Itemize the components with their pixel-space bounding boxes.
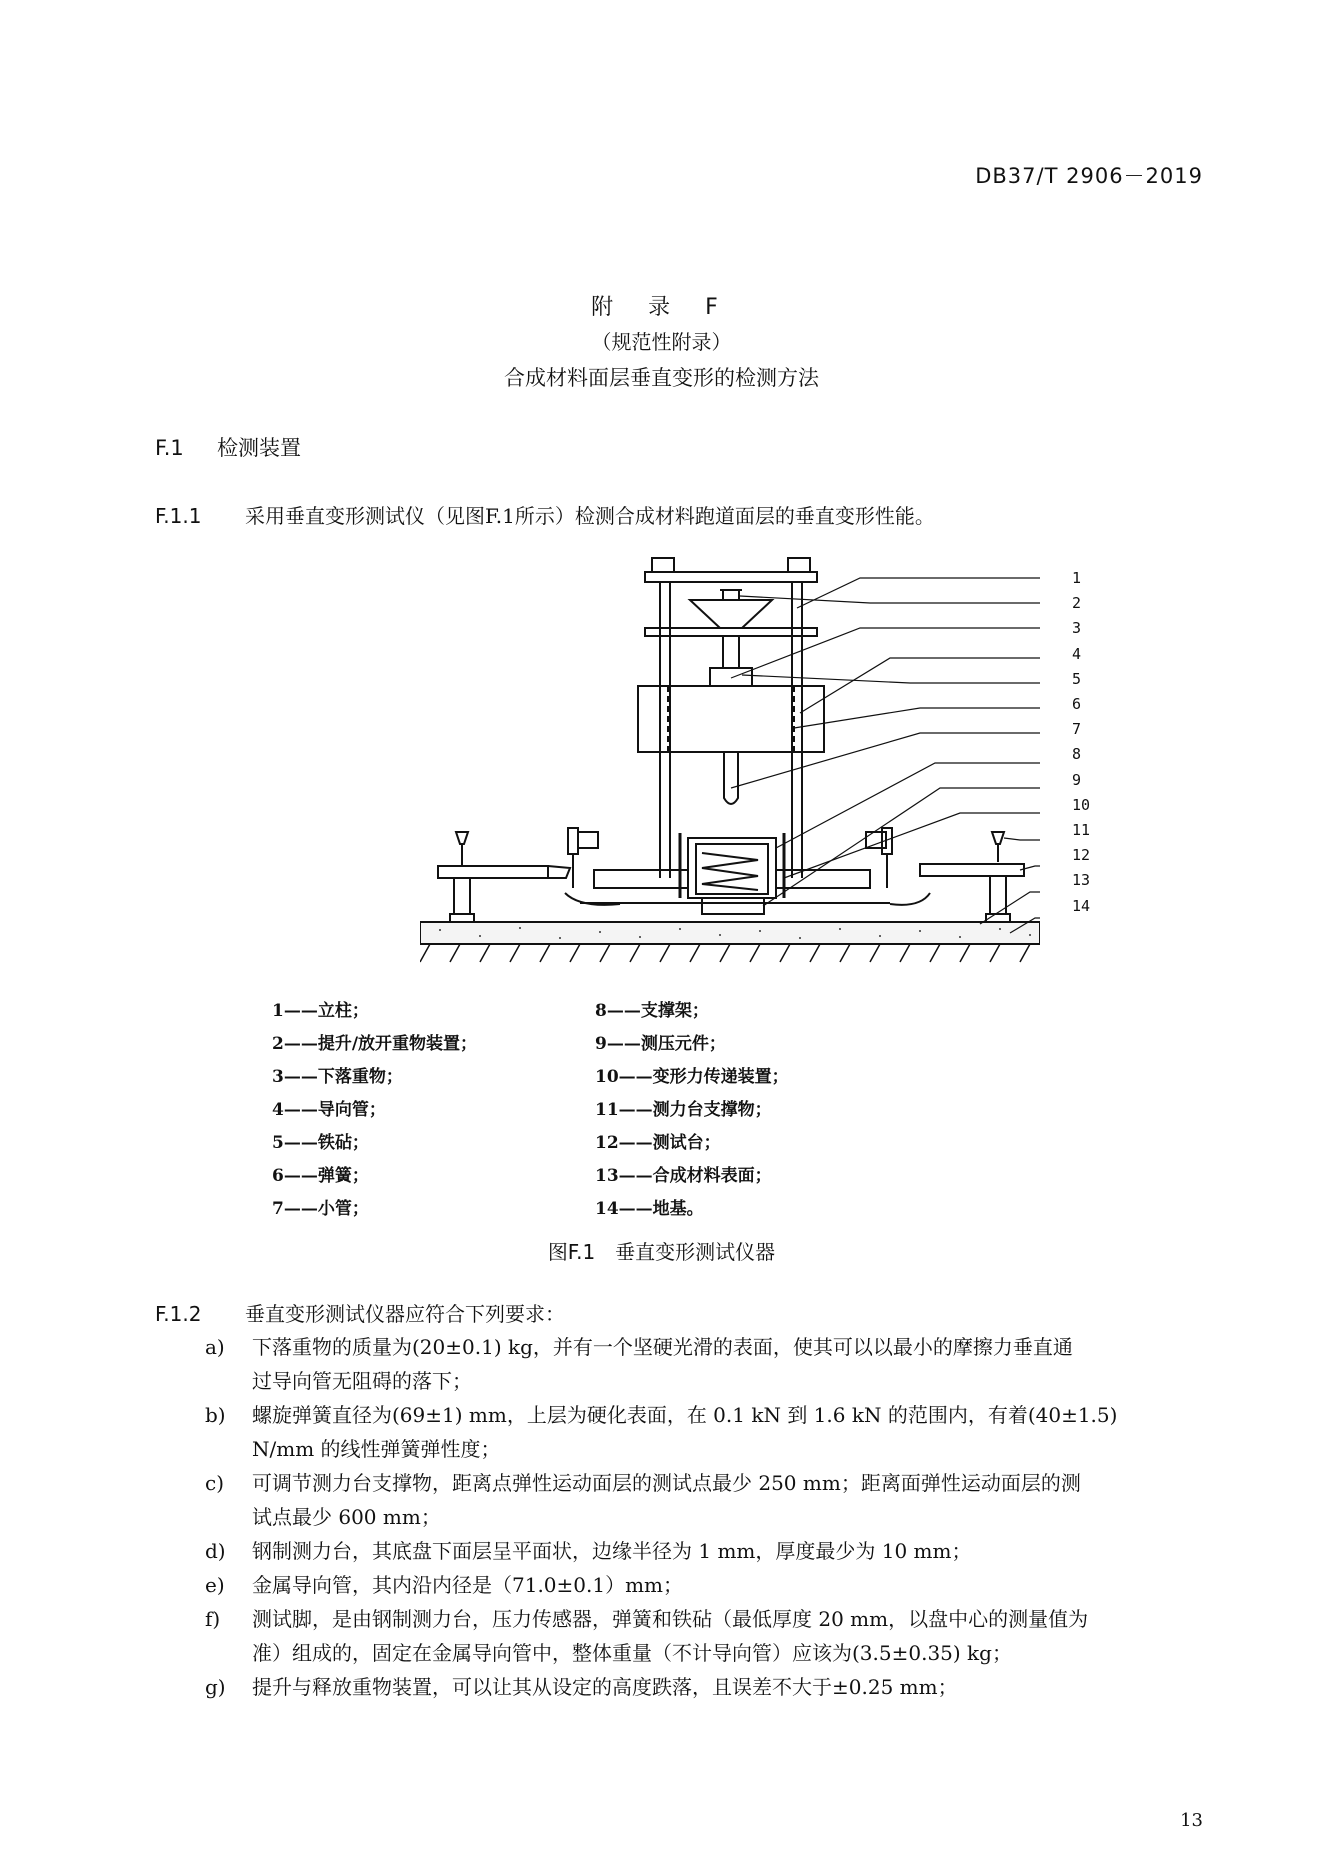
- item-line: 可调节测力台支撑物，距离点弹性运动面层的测试点最少 250 mm；距离面弹性运动面层的测: [252, 1471, 1081, 1495]
- item-line: 准）组成的，固定在金属导向管中，整体重量（不计导向管）应该为(3.5±0.35) kg；: [252, 1641, 1012, 1665]
- top-bolt-right: [788, 558, 810, 572]
- section-number: F.1: [155, 436, 184, 460]
- section-title: 检测装置: [217, 436, 301, 460]
- legend-item: 4——导向管；: [272, 1100, 386, 1120]
- legend-item: 5——铁砧；: [272, 1133, 369, 1153]
- legend-item: 9——测压元件；: [595, 1034, 726, 1054]
- callout: 8: [1072, 745, 1082, 764]
- callout: 14: [1072, 896, 1091, 915]
- synthetic-surface: [420, 922, 1040, 944]
- item-line: 下落重物的质量为(20±0.1) kg，并有一个坚硬光滑的表面，使其可以以最小的摩擦力垂直通: [252, 1335, 1073, 1359]
- figure-legend-right: [595, 996, 789, 1227]
- callout: 2: [1072, 594, 1082, 613]
- requirement-item: [205, 1398, 1205, 1466]
- requirement-item: [205, 1670, 1205, 1704]
- figure-caption: 图F.1 垂直变形测试仪器: [547, 1240, 776, 1264]
- annex-type: （规范性附录）: [591, 330, 732, 354]
- platform-support-right: [992, 832, 1004, 844]
- test-platform-left: [438, 866, 548, 878]
- list-marker: f): [205, 1607, 221, 1631]
- callout: 11: [1072, 821, 1091, 840]
- spring: [702, 853, 758, 890]
- foundation-hatch: [420, 944, 1030, 962]
- callout: 9: [1072, 770, 1082, 789]
- page-number: 13: [1180, 1810, 1203, 1831]
- annex-title: 附 录 F: [591, 295, 732, 320]
- legend-item: 14——地基。: [595, 1199, 704, 1219]
- top-crossbar: [645, 572, 817, 582]
- section-heading: [155, 432, 301, 462]
- falling-weight: [638, 686, 824, 752]
- legend-item: 2——提升/放开重物装置；: [272, 1034, 478, 1054]
- platform-support-left: [456, 832, 468, 844]
- test-platform-right: [920, 864, 1024, 876]
- callout: 10: [1072, 795, 1091, 814]
- clause-text: 垂直变形测试仪器应符合下列要求：: [245, 1302, 565, 1326]
- small-tube: [724, 752, 738, 804]
- legend-item: 12——测试台；: [595, 1133, 721, 1153]
- annex-name: 合成材料面层垂直变形的检测方法: [504, 366, 819, 390]
- list-marker: a): [205, 1335, 225, 1359]
- item-line: 螺旋弹簧直径为(69±1) mm，上层为硬化表面，在 0.1 kN 到 1.6 kN 的范围内，有着(40±1.5): [252, 1403, 1118, 1427]
- legend-item: 1——立柱；: [272, 1001, 369, 1021]
- legend-item: 3——下落重物；: [272, 1067, 403, 1087]
- legend-item: 7——小管；: [272, 1199, 369, 1219]
- list-marker: c): [205, 1471, 225, 1495]
- requirement-item: [205, 1534, 1205, 1568]
- callout: 7: [1072, 720, 1082, 739]
- base-rail-left: [594, 870, 688, 888]
- callout: 3: [1072, 619, 1082, 638]
- list-marker: g): [205, 1675, 226, 1699]
- requirement-item: [205, 1568, 1205, 1602]
- requirement-item: [205, 1602, 1205, 1670]
- top-bolt-left: [652, 558, 674, 572]
- list-marker: e): [205, 1573, 225, 1597]
- item-line: 过导向管无阻碍的落下；: [252, 1369, 472, 1393]
- item-line: N/mm 的线性弹簧弹性度；: [252, 1437, 501, 1461]
- callout: 12: [1072, 846, 1091, 865]
- load-cell: [702, 898, 764, 914]
- figure-legend-left: [272, 996, 477, 1227]
- item-line: 测试脚，是由钢制测力台，压力传感器，弹簧和铁砧（最低厚度 20 mm，以盘中心的测量值为: [252, 1607, 1089, 1631]
- list-marker: d): [205, 1539, 226, 1563]
- requirement-item: [205, 1466, 1205, 1534]
- clause-f11: [155, 500, 1205, 529]
- item-line: 钢制测力台，其底盘下面层呈平面状，边缘半径为 1 mm，厚度最少为 10 mm；: [252, 1539, 972, 1563]
- release-head: [710, 668, 752, 686]
- clause-f12: [155, 1298, 1205, 1327]
- item-line: 提升与释放重物装置，可以让其从设定的高度跌落，且误差不大于±0.25 mm；: [252, 1675, 958, 1699]
- legend-item: 10——变形力传递装置；: [595, 1067, 789, 1087]
- legend-item: 11——测力台支撑物；: [595, 1100, 772, 1120]
- vertical-deformation-tester-figure: [420, 548, 1040, 988]
- clause-number: F.1.1: [155, 504, 202, 528]
- requirement-item: [205, 1330, 1205, 1398]
- release-device: [690, 600, 772, 628]
- base-rail-right: [776, 870, 870, 888]
- callout: 1: [1072, 569, 1082, 587]
- list-marker: b): [205, 1403, 226, 1427]
- legend-item: 6——弹簧；: [272, 1166, 369, 1186]
- clause-number: F.1.2: [155, 1302, 202, 1326]
- document-code: DB37/T 2906－2019: [975, 164, 1203, 188]
- callout: 4: [1072, 644, 1082, 663]
- legend-item: 13——合成材料表面；: [595, 1166, 772, 1186]
- legend-item: 8——支撑架；: [595, 1001, 709, 1021]
- callout: 13: [1072, 871, 1091, 890]
- item-line: 试点最少 600 mm；: [252, 1505, 441, 1529]
- callout: 6: [1072, 695, 1082, 714]
- item-line: 金属导向管，其内沿内径是（71.0±0.1）mm；: [252, 1573, 684, 1597]
- callout: 5: [1072, 669, 1082, 688]
- support-frame: [688, 838, 776, 898]
- clause-text: 采用垂直变形测试仪（见图F.1所示）检测合成材料跑道面层的垂直变形性能。: [245, 504, 935, 528]
- figure-callouts: [1072, 566, 1090, 919]
